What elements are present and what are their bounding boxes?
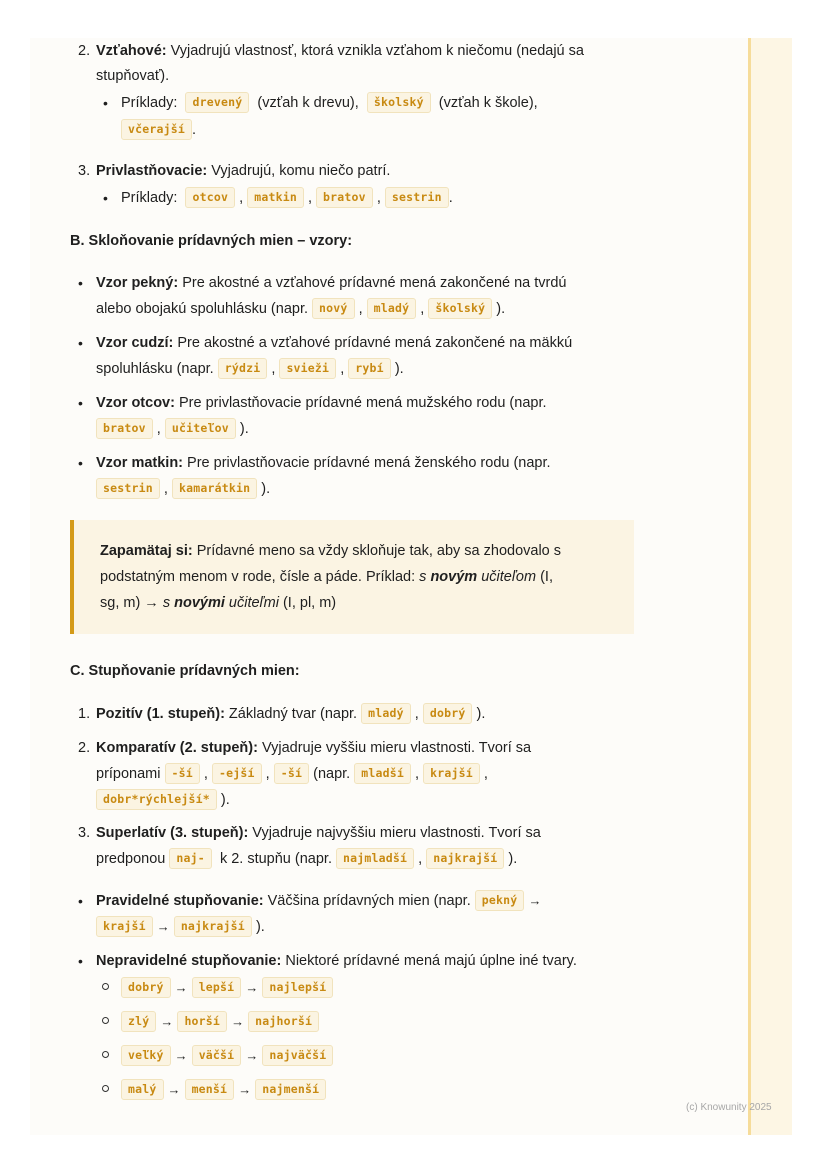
code-example: rýdzi (218, 358, 268, 379)
irregular-row (121, 1043, 333, 1069)
bullet-dot: • (78, 275, 83, 291)
callout-text: (I, pl, m) (278, 595, 337, 611)
punctuation: ). (476, 706, 486, 722)
code-example: mladý (361, 703, 411, 724)
item-text: Väčšina prídavných mien (napr. (263, 893, 471, 909)
arrow-icon: → (160, 1014, 174, 1029)
code-example: najlepší (262, 977, 333, 998)
item-text: Pre privlastňovacie prídavné mená mužského rodu (napr. (174, 395, 547, 411)
code-example: najkrajší (426, 848, 504, 869)
code-example: bratov (316, 187, 373, 208)
vzor-matkin (96, 450, 551, 476)
arrow-icon: → (245, 1048, 259, 1063)
arrow-icon: → (174, 980, 188, 995)
code-example: matkin (247, 187, 304, 208)
vzor-cudzi-cont: spoluhlásku (napr. rýdzi , svieži , rybí ). (96, 356, 404, 382)
callout-text: Prídavné meno sa vždy skloňuje tak, aby sa zhodovalo s (192, 543, 562, 559)
bullet-dot: • (78, 953, 83, 969)
item-title: Pravidelné stupňovanie: (96, 893, 264, 909)
punctuation: , (239, 190, 244, 206)
example-note: (vzťah k škole), (438, 95, 538, 111)
code-example: väčší (192, 1045, 242, 1066)
code-example: bratov (96, 418, 153, 439)
arrow-icon: → (238, 1082, 252, 1097)
arrow-icon: → (156, 919, 170, 934)
callout-emphasis: novým (430, 569, 478, 585)
punctuation: ). (255, 919, 265, 935)
code-example: najmenší (255, 1079, 326, 1100)
right-margin-line (748, 38, 751, 1135)
callout-title: Zapamätaj si: (100, 543, 193, 559)
pravidelne-item (96, 888, 541, 914)
callout-text: sg, m) → (100, 595, 163, 611)
examples-line (121, 90, 538, 116)
callout-text: s (162, 595, 175, 611)
callout-emphasis: novými (174, 595, 225, 611)
section-heading-b: B. Skloňovanie prídavných mien – vzory: (70, 233, 353, 249)
arrow-icon: → (245, 980, 259, 995)
list-number: 2. (78, 43, 91, 59)
callout-line-3 (100, 590, 336, 616)
copyright-footer: (c) Knowunity 2025 (686, 1102, 772, 1113)
code-prefix: naj- (169, 848, 212, 869)
vzor-matkin-cont: sestrin , kamarátkin ). (96, 476, 270, 502)
komparativ-cont: príponami -ší , -ejší , -ší (napr. mladší , krajší , (96, 761, 488, 787)
punctuation: ). (496, 301, 506, 317)
item-text: spoluhlásku (napr. (96, 361, 214, 377)
code-example: lepší (192, 977, 242, 998)
callout-text: s (419, 569, 431, 585)
item-title: Vzor otcov: (96, 395, 175, 411)
code-example: dobrý (423, 703, 473, 724)
bullet-dot: • (78, 395, 83, 411)
code-example: sestrin (385, 187, 449, 208)
right-margin-rail (748, 38, 792, 1135)
item-title: Vzťahové: (96, 43, 167, 59)
code-example: najhorší (248, 1011, 319, 1032)
item-title: Vzor cudzí: (96, 335, 174, 351)
code-example: kamarátkin (172, 478, 257, 499)
item-title: Vzor pekný: (96, 275, 179, 291)
item-text: Pre akostné a vzťahové prídavné mená zakončené na mäkkú (173, 335, 573, 351)
punctuation: ). (261, 481, 271, 497)
code-suffix: -ší (274, 763, 309, 784)
callout-text: (I, (536, 569, 553, 585)
arrow-icon: → (528, 893, 542, 908)
vzor-cudzi (96, 330, 572, 356)
punctuation: . (448, 190, 453, 206)
komparativ-item (96, 735, 531, 761)
code-example: sestrin (96, 478, 160, 499)
code-example: najmladší (336, 848, 414, 869)
list-number: 3. (78, 163, 91, 179)
callout-line-2 (100, 564, 553, 590)
irregular-row (121, 1009, 319, 1035)
code-suffix: -ejší (212, 763, 262, 784)
item-text: Vyjadrujú, komu niečo patrí. (207, 163, 391, 179)
vzor-otcov-cont: bratov , učiteľov ). (96, 416, 249, 442)
punctuation: , (376, 190, 381, 206)
bullet-dot: • (78, 893, 83, 909)
item-title: Superlatív (3. stupeň): (96, 825, 249, 841)
callout-text: učiteľmi (224, 595, 279, 611)
bullet-dot: • (103, 190, 108, 206)
bullet-dot: • (78, 455, 83, 471)
code-example: svieži (279, 358, 336, 379)
code-example: mladý (367, 298, 417, 319)
code-example: veľký (121, 1045, 171, 1066)
item-text: Pre privlastňovacie prídavné mená ženského rodu (napr. (183, 455, 551, 471)
superlativ-cont: predponou naj- k 2. stupňu (napr. najmladší , najkrajší ). (96, 846, 517, 872)
arrow-icon: → (231, 1014, 245, 1029)
punctuation: ). (239, 421, 249, 437)
callout-line-1 (100, 538, 561, 564)
code-example: najkrajší (174, 916, 252, 937)
item-text: Pre akostné a vzťahové prídavné mená zakončené na tvrdú (178, 275, 567, 291)
code-example: školský (367, 92, 431, 113)
item-title: Nepravidelné stupňovanie: (96, 953, 282, 969)
nepravidelne-item (96, 948, 577, 974)
code-example: učiteľov (165, 418, 236, 439)
list-number: 2. (78, 740, 91, 756)
item-text: predponou (96, 851, 166, 867)
punctuation: ). (508, 851, 518, 867)
code-example: dobr*rýchlejší* (96, 789, 217, 810)
arrow-icon: → (174, 1048, 188, 1063)
vzor-otcov (96, 390, 547, 416)
callout-accent-bar (70, 520, 74, 634)
punctuation: ). (220, 792, 230, 808)
superlativ-item (96, 820, 541, 846)
item-text: (napr. (313, 766, 351, 782)
code-example: krajší (96, 916, 153, 937)
code-example: pekný (475, 890, 525, 911)
example-note: (vzťah k drevu), (257, 95, 359, 111)
item-text: Vyjadruje vyššiu mieru vlastnosti. Tvorí sa (257, 740, 532, 756)
item-text: Vyjadruje najvyššiu mieru vlastnosti. Tvorí sa (248, 825, 541, 841)
section-heading-c: C. Stupňovanie prídavných mien: (70, 663, 300, 679)
item-text: alebo obojakú spoluhlásku (napr. (96, 301, 309, 317)
examples-line-cont (121, 117, 196, 143)
punctuation: ). (394, 361, 404, 377)
irregular-row (121, 1077, 326, 1103)
vzor-pekny-cont: alebo obojakú spoluhlásku (napr. nový , mladý , školský ). (96, 296, 505, 322)
list-number: 3. (78, 825, 91, 841)
code-suffix: -ší (165, 763, 200, 784)
punctuation: , (307, 190, 313, 206)
komparativ-cont-2 (96, 787, 230, 813)
punctuation: . (192, 122, 197, 138)
code-example: najväčší (262, 1045, 333, 1066)
pravidelne-cont (96, 914, 265, 940)
vzor-pekny (96, 270, 567, 296)
code-example: malý (121, 1079, 164, 1100)
code-example: nový (312, 298, 355, 319)
code-example: včerajší (121, 119, 192, 140)
item-text: k 2. stupňu (napr. (219, 851, 332, 867)
irregular-row (121, 975, 333, 1001)
circle-bullet (102, 1017, 109, 1024)
circle-bullet (102, 983, 109, 990)
item-privlastnovacie (96, 158, 390, 184)
arrow-icon: → (167, 1082, 181, 1097)
code-example: horší (177, 1011, 227, 1032)
examples-label: Príklady: (121, 190, 178, 206)
code-example: drevený (185, 92, 249, 113)
callout-text: podstatným menom v rode, čísle a páde. Príklad: (100, 569, 420, 585)
bullet-dot: • (103, 95, 108, 111)
item-title: Komparatív (2. stupeň): (96, 740, 258, 756)
code-example: rybí (348, 358, 391, 379)
item-title: Privlastňovacie: (96, 163, 208, 179)
circle-bullet (102, 1085, 109, 1092)
bullet-dot: • (78, 335, 83, 351)
examples-line (121, 185, 453, 211)
item-text-cont: stupňovať). (96, 68, 170, 84)
list-number: 1. (78, 706, 91, 722)
callout-box (70, 520, 634, 634)
code-example: školský (428, 298, 492, 319)
pozitiv-item: Pozitív (1. stupeň): Základný tvar (napr. mladý , dobrý ). (96, 701, 485, 727)
item-text: príponami (96, 766, 161, 782)
item-title: Vzor matkin: (96, 455, 184, 471)
item-text: Vyjadrujú vlastnosť, ktorá vznikla vzťahom k niečomu (nedajú sa (166, 43, 584, 59)
item-title: Pozitív (1. stupeň): (96, 706, 225, 722)
code-example: zlý (121, 1011, 156, 1032)
item-text: Základný tvar (napr. (224, 706, 358, 722)
examples-label: Príklady: (121, 95, 178, 111)
code-example: krajší (423, 763, 480, 784)
code-example: menší (185, 1079, 235, 1100)
callout-text: učiteľom (477, 569, 537, 585)
item-text: Niektoré prídavné mená majú úplne iné tvary. (281, 953, 577, 969)
circle-bullet (102, 1051, 109, 1058)
item-vztahove (96, 38, 584, 64)
code-example: dobrý (121, 977, 171, 998)
code-example: mladší (354, 763, 411, 784)
code-example: otcov (185, 187, 235, 208)
